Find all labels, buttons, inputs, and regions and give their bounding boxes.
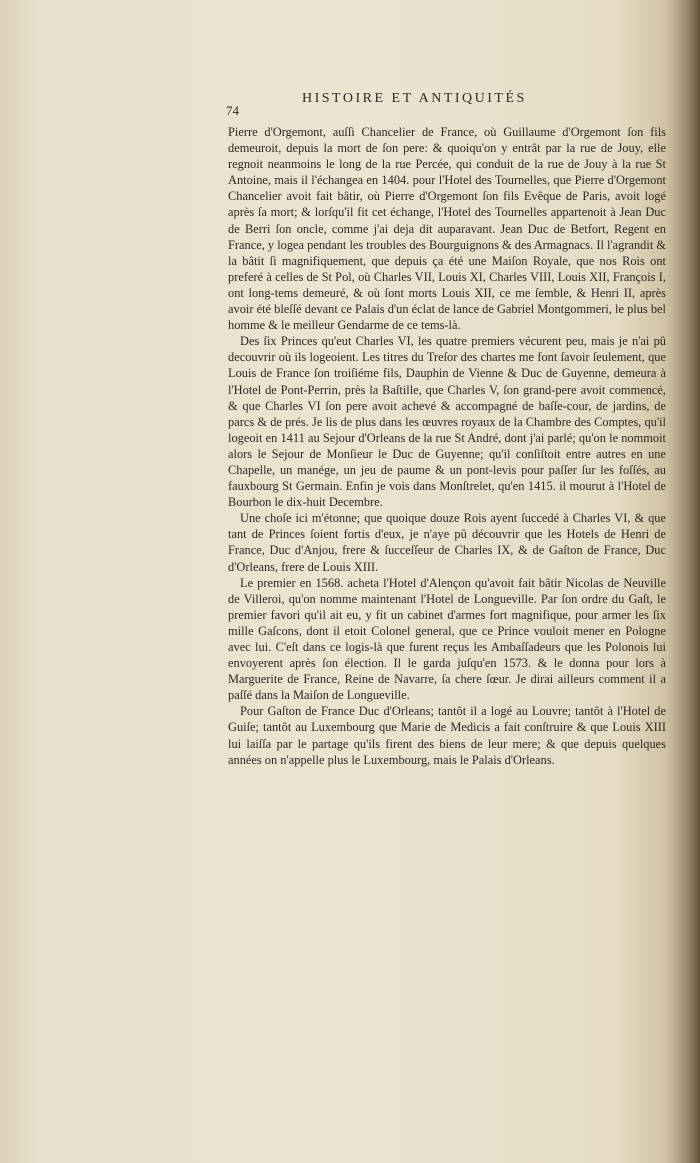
paragraph: Pierre d'Orgemont, auſſi Chancelier de France, où Guillaume d'Orgemont ſon fils demeuroit, depuis la mort de ſon pere: & quoiqu'on y entrât par la rue de Jouy, elle regnoit neanmoins le long de la rue Percée, qui conduit de la rue de Jouy à la rue St Antoine, mais il l'échangea en 1404. pour l'Hotel des Tournelles, que Pierre d'Orgemont Chancelier avoit fait bâtir, où Pierre d'Orgemont ſon fils Evêque de Paris, avoit logé après ſa mort; & lorſqu'il fit cet échange, l'Hotel des Tournelles appartenoit à Jean Duc de Berri ſon oncle, comme j'ai deja dit auparavant. Jean Duc de Betfort, Regent en France, y logea pendant les troubles des Bourguignons & des Armagnacs. Il l'agrandit & la bâtit ſi magnifiquement, que depuis ça été une Maiſon Royale, que nos Rois ont preferé à celles de St Pol, où Charles VII, Louis XI, Charles VIII, Louis XII, François I, ont long-tems demeuré, & où ſont morts Louis XII, ce me ſemble, & Henri II, après avoir été bleſſé devant ce Palais d'un éclat de lance de Gabriel Montgommeri, le plus bel homme & le meilleur Gendarme de ce tems-là. [228,125,666,333]
page-header [222,91,662,118]
paragraph: Le premier en 1568. acheta l'Hotel d'Alençon qu'avoit fait bâtir Nicolas de Neuville de Villeroi, qu'on nomme maintenant l'Hotel de Longueville. Par ſon ordre du Gaſt, le premier favori qu'il ait eu, y fit un cabinet d'armes fort magnifique, pour armer les ſix mille Gaſcons, dont il etoit Colonel general, que ce Prince vouloit mener en Pologne avec lui. C'eſt dans ce logis-là que furent reçus les Ambaſſadeurs que les Polonois lui envoyerent après ſon élection. Il le garda juſqu'en 1573. & le donna pour lors à Marguerite de France, Reine de Navarre, ſa chere ſœur. Je dirai ailleurs comment il a paſſé dans la Maiſon de Longueville. [228,575,666,703]
paragraph: Des ſix Princes qu'eut Charles VI, les quatre premiers vécurent peu, mais je n'ai pû decouvrir où ils logeoient. Les titres du Treſor des chartes me font ſavoir ſeulement, que Louis de France ſon troiſiéme fils, Dauphin de Vienne & Duc de Guyenne, demeura à l'Hotel de Pont-Perrin, près la Baſtille, que Charles V, ſon grand-pere avoit commencé, & que Charles VI ſon pere avoit achevé & accompagné de baſſe-cour, de jardins, de parcs & de prés. Je lis de plus dans les œuvres royaux de la Chambre des Comptes, qu'il logeoit en 1411 au Sejour d'Orleans de la rue St André, dont j'ai parlé; qu'on le nommoit alors le Sejour de Monſieur le Duc de Guyenne; qu'il conſiſtoit entre autres en une Chapelle, un manége, un jeu de paume & un pont-levis pour paſſer ſur les foſſés, au fauxbourg St Germain. Enfin je vois dans Monſtrelet, qu'en 1415. il mourut à l'Hotel de Bourbon le dix-huit Decembre. [228,334,666,510]
running-title: HISTOIRE ET ANTIQUITÉS [302,91,527,106]
page-gutter-shadow [666,0,700,1163]
paragraph: Pour Gaſton de France Duc d'Orleans; tantôt il a logé au Louvre; tantôt à l'Hotel de Guiſe; tantôt au Luxembourg que Marie de Medicis a fait conſtruire & que Louis XIII lui laiſſa par le partage qu'ils firent des biens de leur mere; & que depuis quelques années on n'appelle plus le Luxembourg, mais le Palais d'Orleans. [228,704,666,767]
page-number: 74 [226,103,239,118]
paragraph: Une choſe ici m'étonne; que quoique douze Rois ayent ſuccedé à Charles VI, & que tant de Princes ſoient fortis d'eux, je n'aye pû découvrir que les Hotels de Henri de France, Duc d'Anjou, frere & ſucceſſeur de Charles IX, & de Gaſton de France, Duc d'Orleans, frere de Louis XIII. [228,511,666,574]
body-text [228,124,666,768]
